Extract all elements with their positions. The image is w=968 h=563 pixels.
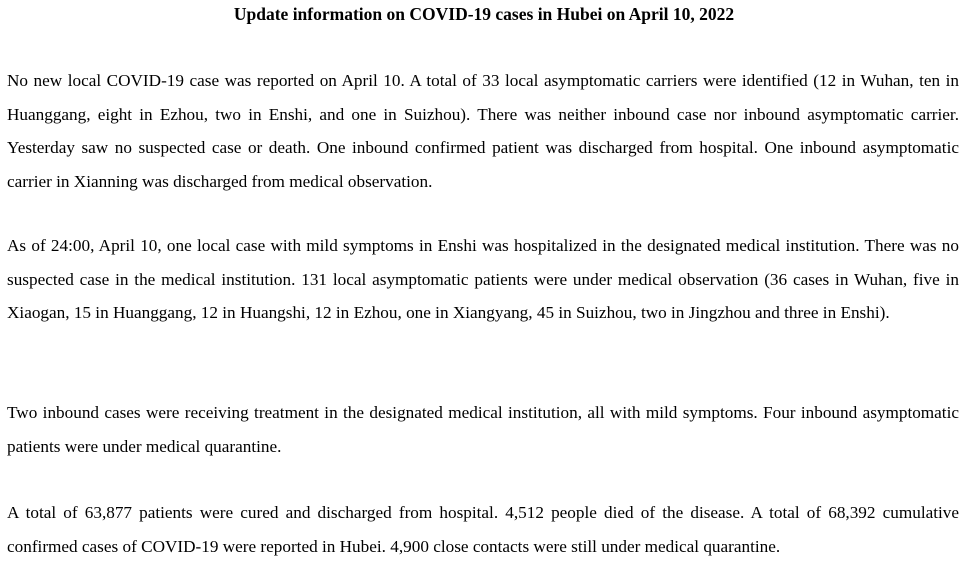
paragraph-new-cases: No new local COVID-19 case was reported on April 10. A total of 33 local asymptomatic carriers were identified (12 in Wuhan, ten in Huanggang, eight in Ezhou, two in Enshi, and one in Suizhou). There was neither inbound case nor inbound asymptomatic carrier. Yesterday saw no suspected case or death. One inbound confirmed patient was discharged from hospital. One inbound asymptomatic carrier in Xianning was discharged from medical observation.	[7, 71, 959, 191]
paragraph-hospitalized: As of 24:00, April 10, one local case with mild symptoms in Enshi was hospitalized in the designated medical institution. There was no suspected case in the medical institution. 131 local asymptomatic patients were under medical observation (36 cases in Wuhan, five in Xiaogan, 15 in Huanggang, 12 in Huangshi, 12 in Ezhou, one in Xiangyang, 45 in Suizhou, two in Jingzhou and three in Enshi).	[7, 236, 959, 322]
page-title: Update information on COVID-19 cases in Hubei on April 10, 2022	[233, 4, 735, 24]
document	[7, 0, 959, 559]
paragraph-cumulative: A total of 63,877 patients were cured and discharged from hospital. 4,512 people died of the disease. A total of 68,392 cumulative confirmed cases of COVID-19 were reported in Hubei. 4,900 close contacts were still under medical quarantine.	[7, 503, 959, 556]
paragraph-inbound: Two inbound cases were receiving treatment in the designated medical institution, all with mild symptoms. Four inbound asymptomatic patients were under medical quarantine.	[7, 403, 959, 456]
